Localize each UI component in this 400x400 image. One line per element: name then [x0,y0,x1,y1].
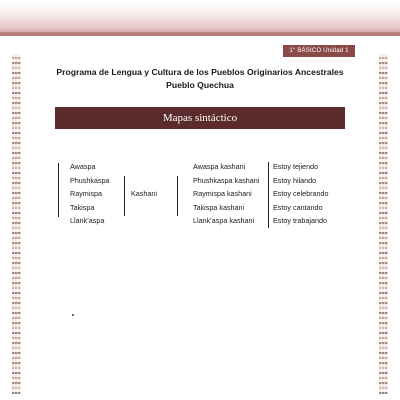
spanish-phrase: Estoy tejiendo [273,162,319,171]
people-subtitle: Pueblo Quechua [166,80,234,90]
right-decorative-border [379,54,388,394]
verbs-column [70,160,110,228]
quechua-phrase: Awaspa kashani [193,162,246,171]
stray-mark [72,314,74,316]
auxiliary-word: Kashani [131,189,157,198]
results-bracket-line [177,176,178,216]
spanish-phrase: Estoy cantando [273,202,323,212]
quechua-phrase: Phushkaspa kashani [193,175,260,185]
spanish-phrase: Estoy hilando [273,175,317,185]
quechua-results-column [193,160,259,228]
unit-badge: 1° BÁSICO Unidad 1 [283,45,355,57]
left-decorative-border [12,54,21,394]
program-title: Programa de Lengua y Cultura de los Pueblos Originarios Ancestrales [56,67,344,77]
quechua-phrase: Llank’aspa kashani [193,216,255,225]
verb-item: Takispa [70,202,95,212]
section-title-bar: Mapas sintáctico [55,107,345,129]
header-band [0,0,400,36]
verb-item: Llank’aspa [70,216,105,225]
spanish-phrase: Estoy trabajando [273,216,327,225]
verb-item: Awaspa [70,162,96,171]
quechua-phrase: Raymispa kashani [193,189,252,198]
spanish-translations-column [273,160,329,228]
verb-item: Raymispa [70,189,102,198]
spanish-phrase: Estoy celebrando [273,189,329,198]
translation-divider-line [268,162,269,228]
verb-item: Phushkaspa [70,175,110,185]
auxiliary-bracket-line [124,176,125,216]
verbs-bracket-line [58,163,59,217]
quechua-phrase: Takispa kashani [193,202,245,212]
